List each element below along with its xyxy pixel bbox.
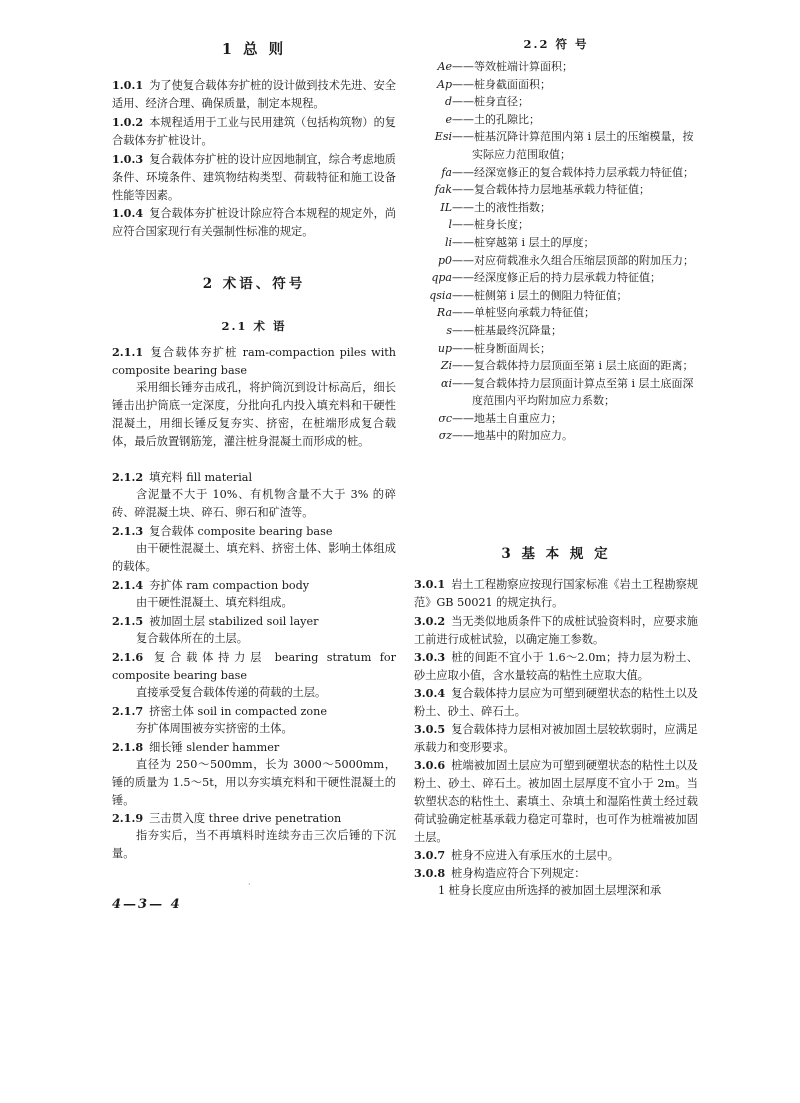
- symbol-item: [424, 216, 698, 234]
- symbol-desc: ——等效桩端计算面积；: [452, 60, 573, 73]
- symbol: σz: [438, 429, 452, 443]
- clause-3-0-8: [414, 864, 698, 883]
- symbol-desc: ——复合载体持力层顶面至第 i 层土底面的距离；: [452, 359, 694, 373]
- symbol: σc: [438, 411, 452, 425]
- symbol: qsia: [429, 288, 452, 302]
- symbol: li: [444, 235, 452, 249]
- symbol-item: [424, 181, 698, 199]
- symbol-item: [424, 252, 698, 270]
- term-number: 2.1.2: [112, 470, 144, 484]
- term-number: 2.1.5: [112, 614, 144, 628]
- symbol: Esi: [434, 130, 452, 144]
- symbol-desc: ——桩基沉降计算范围内第 i 层土的压缩模量，按实际应力范围取值；: [452, 130, 694, 161]
- clause-text: 桩身不应进入有承压水的土层中。: [451, 849, 619, 862]
- symbol-desc: ——桩身长度；: [452, 218, 529, 232]
- symbol-item: [424, 58, 698, 76]
- term-2-1-9: [112, 809, 396, 828]
- symbol: IL: [440, 200, 452, 214]
- symbol-desc: ——桩穿越第 i 层土的厚度；: [452, 235, 595, 249]
- term-2-1-2-body: 含泥量不大于 10%、有机物含量不大于 3% 的碎砖、碎混凝土块、碎石、卵石和矿渣等。: [112, 488, 396, 519]
- symbol-item: [424, 322, 698, 340]
- symbol-desc: ——桩基最终沉降量；: [452, 323, 562, 337]
- term-2-1-7: [112, 702, 396, 721]
- term-heading: 复合载体夯扩桩 ram-compaction piles with composite bearing base: [112, 346, 396, 377]
- term-2-1-1-body: 采用细长锤夯击成孔，将护筒沉到设计标高后，细长锤击出护筒底一定深度，分批向孔内投入填充料和干硬性混凝土，用细长锤反复夯实、挤密，在桩端形成复合载体，最后放置钢筋笼，灌注桩身混凝土而形成的桩。: [112, 381, 396, 448]
- symbol-item: [424, 269, 698, 287]
- clause-3-0-5: [414, 720, 698, 757]
- clause-3-0-4: [414, 684, 698, 721]
- symbol: Zi: [440, 359, 452, 373]
- term-2-1-1: [112, 343, 396, 380]
- symbol-desc: ——地基中的附加应力。: [452, 429, 573, 443]
- symbol-desc: ——单桩竖向承载力特征值；: [452, 306, 595, 320]
- symbol-desc: ——地基土自重应力；: [452, 411, 562, 425]
- symbol: p0: [437, 253, 452, 267]
- symbol-item: [424, 357, 698, 375]
- symbol: fa: [441, 165, 452, 179]
- term-2-1-3: [112, 522, 396, 541]
- symbol: s: [446, 323, 452, 337]
- symbol: fak: [434, 183, 452, 197]
- clause-3-0-7: [414, 846, 698, 865]
- symbol-desc: ——复合载体持力层地基承载力特征值；: [452, 183, 650, 197]
- term-2-1-9-body: 指夯实后，当不再填料时连续夯击三次后锤的下沉量。: [112, 829, 396, 860]
- clause-text: 当无类似地质条件下的成桩试验资料时，应要求施工前进行成桩试验，以确定施工参数。: [414, 615, 698, 646]
- term-number: 2.1.6: [112, 650, 144, 664]
- term-2-1-6: [112, 648, 396, 685]
- symbol-item: [424, 93, 698, 111]
- term-heading: 填充料 fill material: [149, 471, 253, 484]
- term-2-1-8: [112, 738, 396, 757]
- term-number: 2.1.4: [112, 578, 144, 592]
- clause-1-0-1: [112, 76, 396, 113]
- term-number: 2.1.8: [112, 740, 144, 754]
- clause-1-0-4: [112, 204, 396, 241]
- term-2-1-5: [112, 612, 396, 631]
- term-heading: 挤密土体 soil in compacted zone: [149, 705, 327, 718]
- symbol: up: [437, 341, 452, 355]
- chapter-3-title: 3 基 本 规 定: [501, 546, 611, 562]
- clause-number: 3.0.5: [414, 722, 446, 736]
- clause-3-0-2: [414, 612, 698, 649]
- page-number: 4—3— 4: [112, 897, 182, 912]
- term-heading: 复合载体持力层 bearing stratum for composite bearing base: [112, 651, 396, 682]
- clause-number: 3.0.1: [414, 577, 446, 591]
- clause-3-0-8-item-1: 1 桩身长度应由所选择的被加固土层埋深和承: [438, 884, 662, 897]
- clause-3-0-1: [414, 575, 698, 612]
- term-2-1-6-body: 直接承受复合载体传递的荷载的土层。: [136, 686, 327, 699]
- scan-speck: ·: [248, 880, 251, 889]
- clause-number: 1.0.4: [112, 206, 144, 220]
- clause-1-0-2: [112, 113, 396, 150]
- clause-text: 复合载体夯扩桩设计除应符合本规程的规定外，尚应符合国家现行有关强制性标准的规定。: [112, 207, 396, 238]
- symbol-item: [424, 128, 698, 163]
- clause-text: 为了使复合载体夯扩桩的设计做到技术先进、安全适用、经济合理、确保质量，制定本规程。: [112, 79, 396, 110]
- section-2-1-title: 2.1 术 语: [221, 319, 287, 333]
- term-2-1-4-body: 由干硬性混凝土、填充料组成。: [136, 596, 293, 609]
- symbol-item: [424, 340, 698, 358]
- term-heading: 细长锤 slender hammer: [149, 741, 280, 754]
- symbol-item: [424, 410, 698, 428]
- term-2-1-5-body: 复合载体所在的土层。: [136, 632, 248, 645]
- clause-text: 桩的间距不宜小于 1.6～2.0m；持力层为粉土、砂土应取小值，含水量较高的粘性土应取大值。: [414, 651, 698, 682]
- term-number: 2.1.9: [112, 811, 144, 825]
- symbol: l: [448, 218, 452, 232]
- term-number: 2.1.7: [112, 704, 144, 718]
- clause-text: 桩端被加固土层应为可塑到硬塑状态的粘性土以及粉土、砂土、碎石土。被加固土层厚度不宜小于 2m。当软塑状态的粘性土、素填土、杂填土和湿陷性黄土经过载荷试验确定桩基承载力稳定可靠时，也可作为桩端被加固土层。: [414, 759, 698, 844]
- symbol-item: [424, 164, 698, 182]
- symbol-desc: ——复合载体持力层顶面计算点至第 i 层土底面深度范围内平均附加应力系数；: [452, 376, 694, 408]
- symbol-item: [424, 304, 698, 322]
- chapter-1-title: 1 总 则: [221, 41, 287, 58]
- clause-number: 3.0.6: [414, 758, 446, 772]
- term-heading: 复合载体 composite bearing base: [149, 525, 333, 538]
- symbol-desc: ——土的液性指数；: [452, 200, 551, 214]
- clause-text: 复合载体夯扩桩的设计应因地制宜，综合考虑地质条件、环境条件、建筑物结构类型、荷载特征和施工设备性能等因素。: [112, 153, 396, 202]
- symbol: qpa: [431, 271, 452, 285]
- clause-number: 3.0.8: [414, 866, 446, 880]
- symbol-item: [424, 76, 698, 94]
- term-heading: 被加固土层 stabilized soil layer: [149, 615, 319, 628]
- section-2-2-title: 2.2 符 号: [523, 37, 589, 51]
- symbol-item: [424, 199, 698, 217]
- symbol: d: [444, 95, 452, 109]
- symbol: Ap: [437, 77, 452, 91]
- symbol-desc: ——经深宽修正的复合载体持力层承载力特征值；: [452, 165, 694, 179]
- clause-number: 1.0.1: [112, 78, 144, 92]
- term-number: 2.1.3: [112, 524, 144, 538]
- clause-text: 桩身构造应符合下列规定：: [451, 867, 586, 880]
- symbol-desc: ——桩身断面周长；: [452, 341, 551, 355]
- clause-number: 1.0.3: [112, 152, 144, 166]
- term-2-1-7-body: 夯扩体周围被夯实挤密的土体。: [136, 722, 293, 735]
- clause-number: 3.0.3: [414, 650, 446, 664]
- term-2-1-4: [112, 576, 396, 595]
- clause-text: 复合载体持力层应为可塑到硬塑状态的粘性土以及粉土、砂土、碎石土。: [414, 687, 698, 718]
- clause-number: 3.0.4: [414, 686, 446, 700]
- symbol-item: [424, 287, 698, 305]
- clause-1-0-3: [112, 150, 396, 205]
- symbol-item: [424, 111, 698, 129]
- term-2-1-2: [112, 468, 396, 487]
- symbol-desc: ——土的孔隙比；: [452, 112, 540, 126]
- clause-3-0-3: [414, 648, 698, 685]
- clause-text: 本规程适用于工业与民用建筑（包括构筑物）的复合载体夯扩桩设计。: [112, 116, 396, 147]
- symbol-desc: ——经深度修正后的持力层承载力特征值；: [452, 271, 661, 285]
- symbol-desc: ——桩身直径；: [452, 95, 529, 109]
- symbol: e: [445, 112, 452, 126]
- symbol-desc: ——桩身截面面积；: [452, 77, 551, 91]
- term-number: 2.1.1: [112, 345, 144, 359]
- term-2-1-8-body: 直径为 250～500mm，长为 3000～5000mm，锤的质量为 1.5～5t，用以夯实填充料和干硬性混凝土的锤。: [112, 758, 396, 807]
- clause-text: 复合载体持力层相对被加固土层较软弱时，应满足承载力和变形要求。: [414, 723, 698, 754]
- term-heading: 三击贯入度 three drive penetration: [149, 812, 342, 825]
- term-heading: 夯扩体 ram compaction body: [149, 579, 310, 592]
- clause-number: 3.0.2: [414, 614, 446, 628]
- clause-number: 3.0.7: [414, 848, 446, 862]
- symbol: αi: [441, 376, 452, 390]
- symbol-desc: ——桩侧第 i 层土的侧阻力特征值；: [452, 288, 628, 302]
- clause-3-0-6: [414, 756, 698, 847]
- symbol-desc: ——对应荷载准永久组合压缩层顶部的附加压力；: [452, 253, 694, 267]
- clause-text: 岩土工程勘察应按现行国家标准《岩土工程勘察规范》GB 50021 的规定执行。: [414, 578, 698, 609]
- symbol-item: [424, 234, 698, 252]
- symbol: Ae: [437, 60, 452, 73]
- symbol: Ra: [436, 306, 452, 320]
- symbol-list: [424, 58, 698, 445]
- term-2-1-3-body: 由干硬性混凝土、填充料、挤密土体、影响土体组成的载体。: [112, 542, 396, 573]
- clause-number: 1.0.2: [112, 115, 144, 129]
- symbol-item: [424, 427, 698, 445]
- symbol-item: [424, 375, 698, 410]
- chapter-2-title: 2 术语、符号: [202, 276, 306, 292]
